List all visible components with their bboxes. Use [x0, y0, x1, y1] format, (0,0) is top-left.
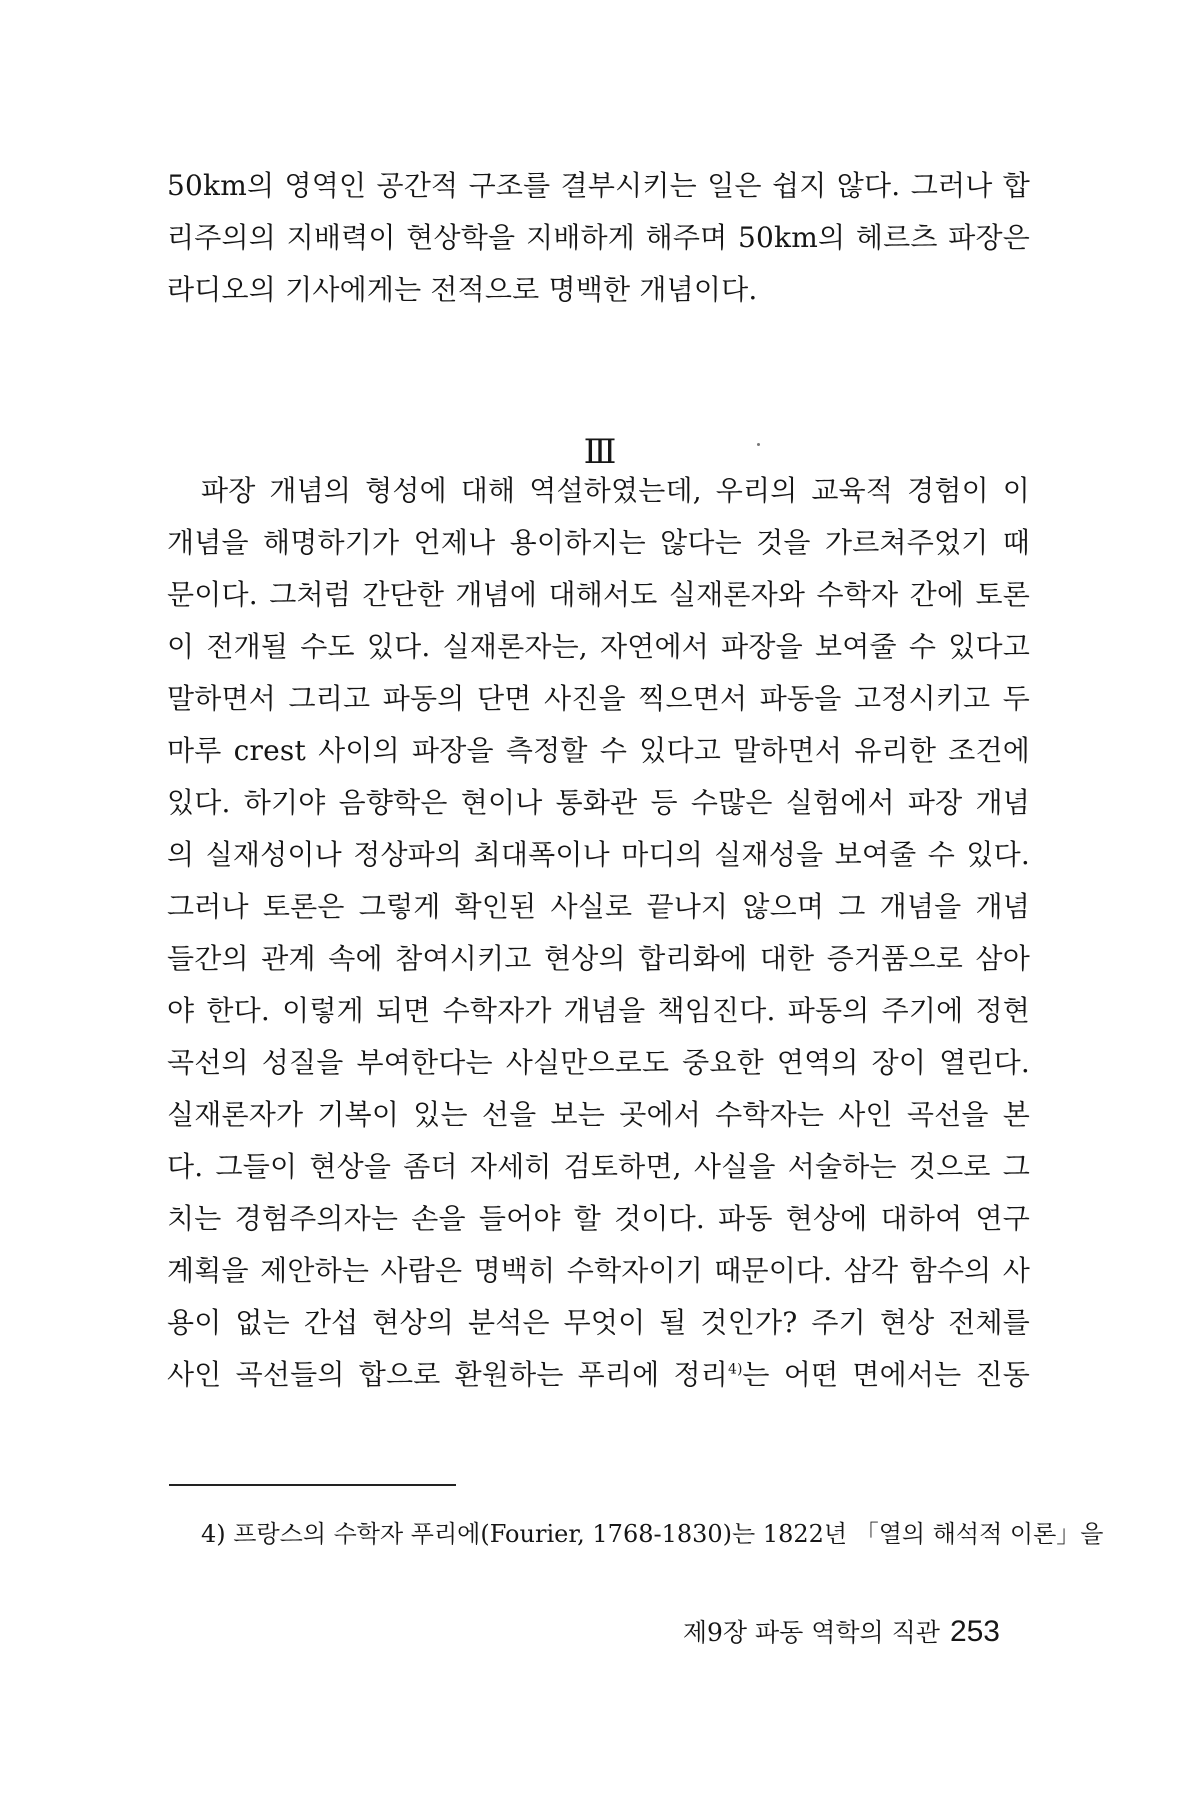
- scan-speck: [757, 443, 760, 446]
- text-line: 치는 경험주의자는 손을 들어야 할 것이다. 파동 현상에 대하여 연구: [167, 1202, 1030, 1235]
- page-number: 253: [949, 1615, 1000, 1648]
- footnote-divider: [169, 1484, 456, 1486]
- text-segment: 는 어떤 면에서는 진동: [742, 1358, 1030, 1391]
- footnote-reference[interactable]: 4): [728, 1361, 743, 1378]
- text-line-with-footnote-ref: [167, 1349, 1030, 1401]
- text-line: 용이 없는 간섭 현상의 분석은 무엇이 될 것인가? 주기 현상 전체를: [167, 1306, 1030, 1339]
- text-line: 문이다. 그처럼 간단한 개념에 대해서도 실재론자와 수학자 간에 토론: [167, 578, 1030, 611]
- text-segment: 사인 곡선들의 합으로 환원하는 푸리에 정리: [167, 1358, 729, 1391]
- chapter-title: 제9장 파동 역학의 직관: [682, 1618, 940, 1647]
- text-line: 야 한다. 이렇게 되면 수학자가 개념을 책임진다. 파동의 주기에 정현: [167, 994, 1030, 1027]
- text-line: 의 실재성이나 정상파의 최대폭이나 마디의 실재성을 보여줄 수 있다.: [167, 838, 1030, 871]
- running-footer: [683, 1610, 1000, 1654]
- text-line: 들간의 관계 속에 참여시키고 현상의 합리화에 대한 증거품으로 삼아: [167, 942, 1030, 975]
- text-line: 다. 그들이 현상을 좀더 자세히 검토하면, 사실을 서술하는 것으로 그: [167, 1150, 1030, 1183]
- text-line: 이 전개될 수도 있다. 실재론자는, 자연에서 파장을 보여줄 수 있다고: [167, 630, 1030, 663]
- text-line: 마루 crest 사이의 파장을 측정할 수 있다고 말하면서 유리한 조건에: [167, 734, 1030, 767]
- footnote: 4) 프랑스의 수학자 푸리에(Fourier, 1768-1830)는 1822년 「열의 해석적 이론」을: [201, 1520, 1104, 1548]
- text-line: 50km의 영역인 공간적 구조를 결부시키는 일은 쉽지 않다. 그러나 합: [167, 169, 1030, 202]
- text-line: 곡선의 성질을 부여한다는 사실만으로도 중요한 연역의 장이 열린다.: [167, 1046, 1030, 1079]
- text-line: 말하면서 그리고 파동의 단면 사진을 찍으면서 파동을 고정시키고 두: [167, 682, 1030, 715]
- text-line: 파장 개념의 형성에 대해 역설하였는데, 우리의 교육적 경험이 이: [201, 474, 1030, 507]
- text-line: 그러나 토론은 그렇게 확인된 사실로 끝나지 않으며 그 개념을 개념: [167, 890, 1030, 923]
- section-heading: Ⅲ: [583, 432, 617, 472]
- text-line: 실재론자가 기복이 있는 선을 보는 곳에서 수학자는 사인 곡선을 본: [167, 1098, 1030, 1131]
- text-line: 리주의의 지배력이 현상학을 지배하게 해주며 50km의 헤르츠 파장은: [167, 221, 1030, 254]
- text-line: 개념을 해명하기가 언제나 용이하지는 않다는 것을 가르쳐주었기 때: [167, 526, 1030, 559]
- text-line: 계획을 제안하는 사람은 명백히 수학자이기 때문이다. 삼각 함수의 사: [167, 1254, 1030, 1287]
- text-line: 있다. 하기야 음향학은 현이나 통화관 등 수많은 실험에서 파장 개념: [167, 786, 1030, 819]
- text-line: 라디오의 기사에게는 전적으로 명백한 개념이다.: [167, 273, 758, 306]
